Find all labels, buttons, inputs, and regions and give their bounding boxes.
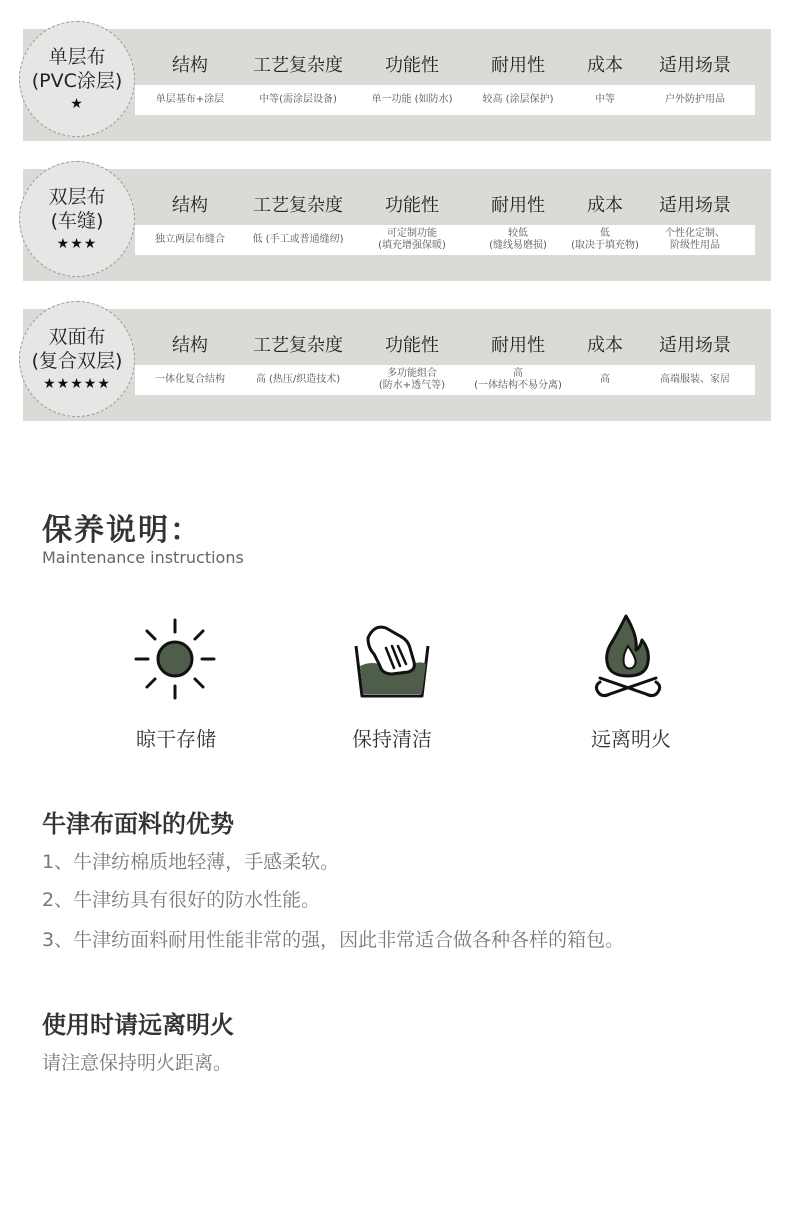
cell-durability: 高 (一体结构不易分离) (474, 368, 562, 391)
advantage-item: 2、牛津纺具有很好的防水性能。 (42, 889, 321, 911)
header-durability: 耐用性 (491, 55, 545, 76)
header-function: 功能性 (385, 195, 439, 216)
maintenance-subtitle: Maintenance instructions (42, 548, 244, 567)
cell-structure: 一体化复合结构 (155, 374, 225, 385)
cell-durability: 较低 (缝线易磨损) (489, 228, 547, 251)
advantage-item: 3、牛津纺面料耐用性能非常的强，因此非常适合做各种各样的箱包。 (42, 929, 625, 951)
fabric-subname: (车缝) (50, 210, 104, 232)
header-cost: 成本 (587, 335, 623, 356)
fabric-type-badge (19, 301, 135, 417)
header-structure: 结构 (172, 55, 208, 76)
hand-wash-icon (352, 618, 432, 700)
header-cost: 成本 (587, 195, 623, 216)
fire-label: 远离明火 (591, 727, 671, 751)
cell-durability: 较高 (涂层保护) (482, 94, 554, 105)
cell-complexity: 高 (热压/织造技术) (255, 374, 341, 385)
fabric-type-badge (19, 21, 135, 137)
values-strip (135, 85, 755, 115)
cell-cost: 低 (取决于填充物) (571, 228, 639, 251)
header-durability: 耐用性 (491, 335, 545, 356)
comparison-card-compound (23, 309, 771, 421)
cell-function: 单一功能 (如防水) (371, 94, 453, 105)
cell-complexity: 中等(需涂层设备) (259, 94, 337, 105)
fabric-name: 双层布 (48, 186, 106, 208)
header-structure: 结构 (172, 195, 208, 216)
comparison-card-double (23, 169, 771, 281)
maintenance-title: 保养说明： (42, 513, 202, 548)
fabric-type-badge (19, 161, 135, 277)
fire-warning-text: 请注意保持明火距离。 (42, 1052, 233, 1074)
header-scenario: 适用场景 (659, 335, 731, 356)
advantages-title: 牛津布面料的优势 (42, 810, 234, 838)
cell-scenario: 高端服装、家居 (660, 374, 730, 385)
cell-cost: 中等 (595, 94, 615, 105)
values-strip (135, 365, 755, 395)
advantage-item: 1、牛津纺棉质地轻薄，手感柔软。 (42, 851, 340, 873)
header-structure: 结构 (172, 335, 208, 356)
hand-wash-label: 保持清洁 (352, 727, 432, 751)
fabric-subname: (PVC涂层) (31, 70, 123, 92)
star-rating: ★★★ (56, 236, 98, 252)
cell-scenario: 个性化定制、 阶级性用品 (665, 228, 725, 251)
cell-structure: 单层基布+涂层 (155, 94, 225, 105)
fabric-name: 单层布 (48, 46, 106, 68)
cell-scenario: 户外防护用品 (665, 94, 725, 105)
header-function: 功能性 (385, 335, 439, 356)
cell-function: 多功能组合 (防水+透气等) (378, 368, 446, 391)
cell-structure: 独立两层布缝合 (155, 234, 225, 245)
cell-cost: 高 (600, 374, 610, 385)
star-rating: ★★★★★ (43, 376, 111, 392)
fire-icon (590, 612, 666, 706)
comparison-card-single (23, 29, 771, 141)
header-function: 功能性 (385, 55, 439, 76)
values-strip (135, 225, 755, 255)
fabric-name: 双面布 (48, 326, 106, 348)
header-complexity: 工艺复杂度 (253, 195, 343, 216)
cell-function: 可定制功能 (填充增强保暖) (378, 228, 446, 251)
header-complexity: 工艺复杂度 (253, 55, 343, 76)
header-cost: 成本 (587, 55, 623, 76)
fabric-subname: (复合双层) (31, 350, 123, 372)
star-rating: ★ (70, 96, 84, 112)
cell-complexity: 低 (手工或普通缝纫) (252, 234, 344, 245)
fire-warning-title: 使用时请远离明火 (42, 1011, 234, 1039)
header-scenario: 适用场景 (659, 195, 731, 216)
sun-icon (130, 614, 220, 704)
sun-label: 晾干存储 (136, 727, 216, 751)
header-complexity: 工艺复杂度 (253, 335, 343, 356)
header-scenario: 适用场景 (659, 55, 731, 76)
header-durability: 耐用性 (491, 195, 545, 216)
